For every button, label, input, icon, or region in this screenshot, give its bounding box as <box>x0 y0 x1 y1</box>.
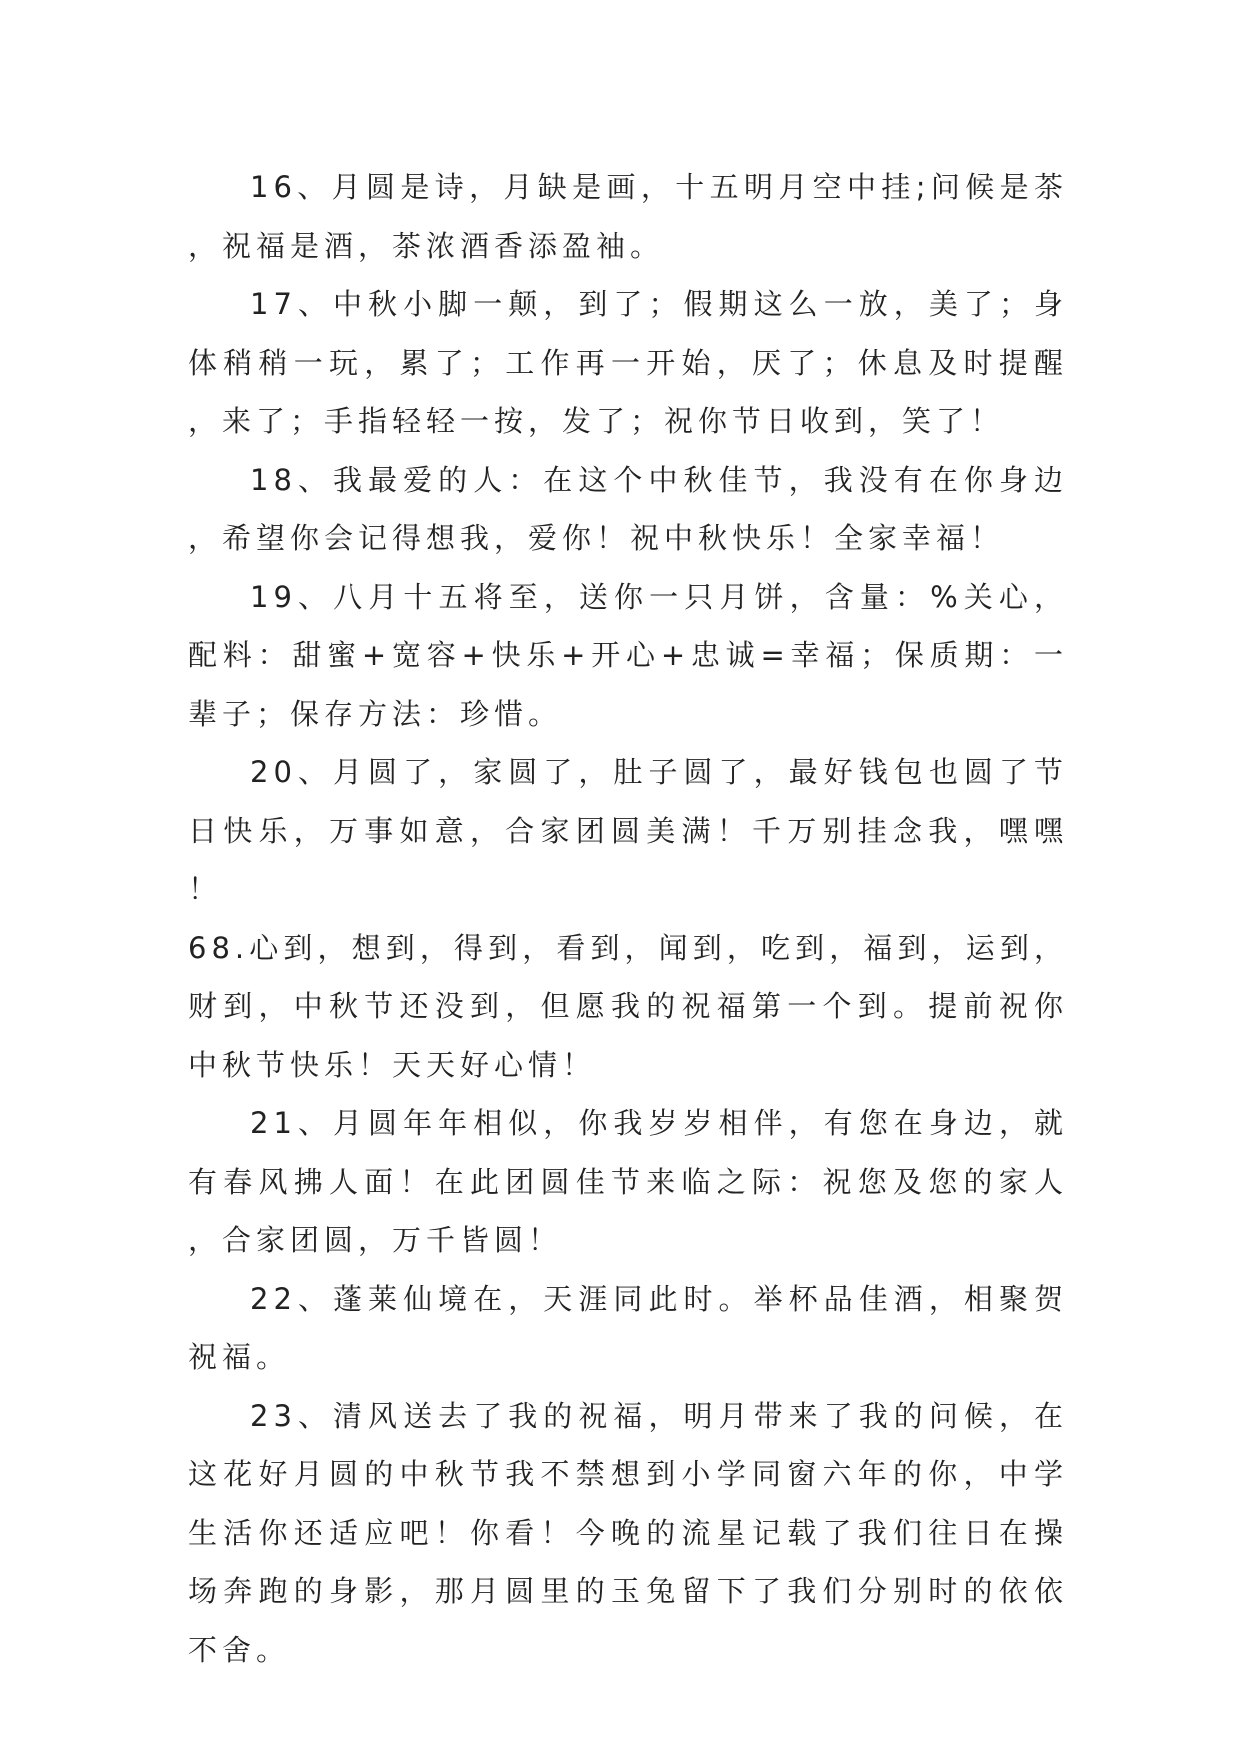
paragraph-16: 16、月圆是诗，月缺是画，十五明月空中挂;问候是茶，祝福是酒，茶浓酒香添盈袖。 <box>188 170 1068 263</box>
paragraph-21: 21、月圆年年相似，你我岁岁相伴，有您在身边，就有春风拂人面！在此团圆佳节来临之际：祝您及您的家人，合家团圆，万千皆圆！ <box>188 1106 1068 1257</box>
paragraph-23: 23、清风送去了我的祝福，明月带来了我的问候，在这花好月圆的中秋节我不禁想到小学同窗六年的你，中学生活你还适应吧！你看！今晚的流星记载了我们往日在操场奔跑的身影，那月圆里的玉兔留下了我们分别时的依依不舍。 <box>188 1398 1068 1667</box>
paragraph-18: 18、我最爱的人：在这个中秋佳节，我没有在你身边，希望你会记得想我，爱你！祝中秋快乐！全家幸福！ <box>188 462 1068 555</box>
paragraph-17: 17、中秋小脚一颠，到了；假期这么一放，美了；身体稍稍一玩，累了；工作再一开始，厌了；休息及时提醒，来了；手指轻轻一按，发了；祝你节日收到，笑了！ <box>188 287 1068 438</box>
paragraph-68: 68.心到，想到，得到，看到，闻到，吃到，福到，运到，财到，中秋节还没到，但愿我的祝福第一个到。提前祝你中秋节快乐！天天好心情！ <box>188 930 1068 1082</box>
document-body <box>188 158 1068 1679</box>
paragraph-22: 22、蓬莱仙境在，天涯同此时。举杯品佳酒，相聚贺祝福。 <box>188 1281 1068 1374</box>
paragraph-20: 20、月圆了，家圆了，肚子圆了，最好钱包也圆了节日快乐，万事如意，合家团圆美满！千万别挂念我，嘿嘿！ <box>188 755 1068 906</box>
paragraph-19: 19、八月十五将至，送你一只月饼，含量：%关心，配料：甜蜜+宽容+快乐+开心+忠诚=幸福；保质期：一辈子；保存方法：珍惜。 <box>188 579 1068 731</box>
